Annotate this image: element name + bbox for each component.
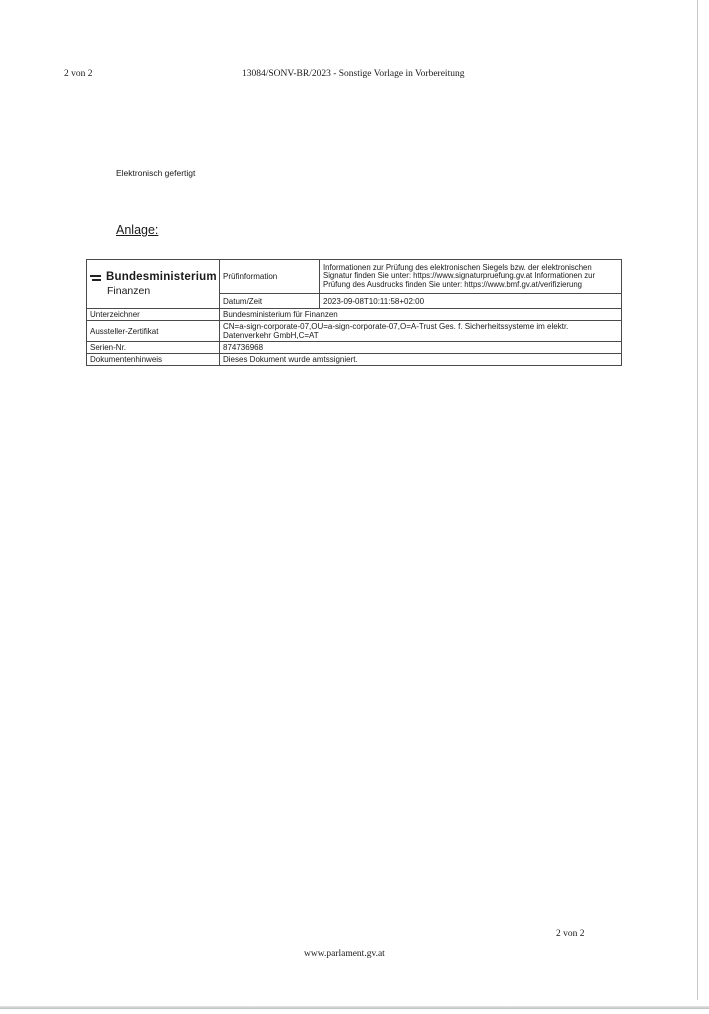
scan-page-edge <box>697 0 698 1000</box>
row-label: Aussteller-Zertifikat <box>87 321 220 342</box>
row-value-dokumentenhinweis: Dieses Dokument wurde amtssigniert. <box>220 354 622 366</box>
row-label: Serien-Nr. <box>87 342 220 354</box>
logo-subtitle: Finanzen <box>107 284 151 297</box>
signature-row-unterzeichner <box>87 309 622 321</box>
row-value-pruefinformation: Informationen zur Prüfung des elektronischen Siegels bzw. der elektronischen Signatur finden Sie unter: https://www.signaturpruefung.gv.at Informationen zur Prüfung des Ausdrucks finden Sie unter: https://www.bmf.gv.at/verifizierung <box>320 260 622 294</box>
signature-row-pruefinformation <box>87 260 622 294</box>
row-value-aussteller-zertifikat: CN=a-sign-corporate-07,OU=a-sign-corporate-07,O=A-Trust Ges. f. Sicherheitssysteme im elektr. Datenverkehr GmbH,C=AT <box>220 321 622 342</box>
ministry-logo <box>90 271 216 298</box>
row-label: Prüfinformation <box>220 260 320 294</box>
row-label: Dokumentenhinweis <box>87 354 220 366</box>
signature-row-serien-nr <box>87 342 622 354</box>
row-value-datum-zeit: 2023-09-08T10:11:58+02:00 <box>320 294 622 309</box>
signed-electronically-note: Elektronisch gefertigt <box>116 168 196 178</box>
row-value-unterzeichner: Bundesministerium für Finanzen <box>220 309 622 321</box>
ministry-logo-cell <box>87 260 220 309</box>
attachment-heading: Anlage: <box>116 223 159 237</box>
footer-url: www.parlament.gv.at <box>304 949 385 959</box>
footer-page-number: 2 von 2 <box>556 929 585 939</box>
signature-row-dokumentenhinweis <box>87 354 622 366</box>
logo-title: Bundesministerium <box>106 270 217 283</box>
row-value-serien-nr: 874736968 <box>220 342 622 354</box>
row-label: Datum/Zeit <box>220 294 320 309</box>
row-label: Unterzeichner <box>87 309 220 321</box>
signature-info-table <box>86 259 622 366</box>
scan-page-bottom-edge <box>0 1006 709 1009</box>
signature-row-aussteller-zertifikat <box>87 321 622 342</box>
header-document-reference: 13084/SONV-BR/2023 - Sonstige Vorlage in Vorbereitung <box>242 69 465 79</box>
austria-flag-logo-icon <box>90 275 101 283</box>
header-page-number: 2 von 2 <box>64 69 93 79</box>
